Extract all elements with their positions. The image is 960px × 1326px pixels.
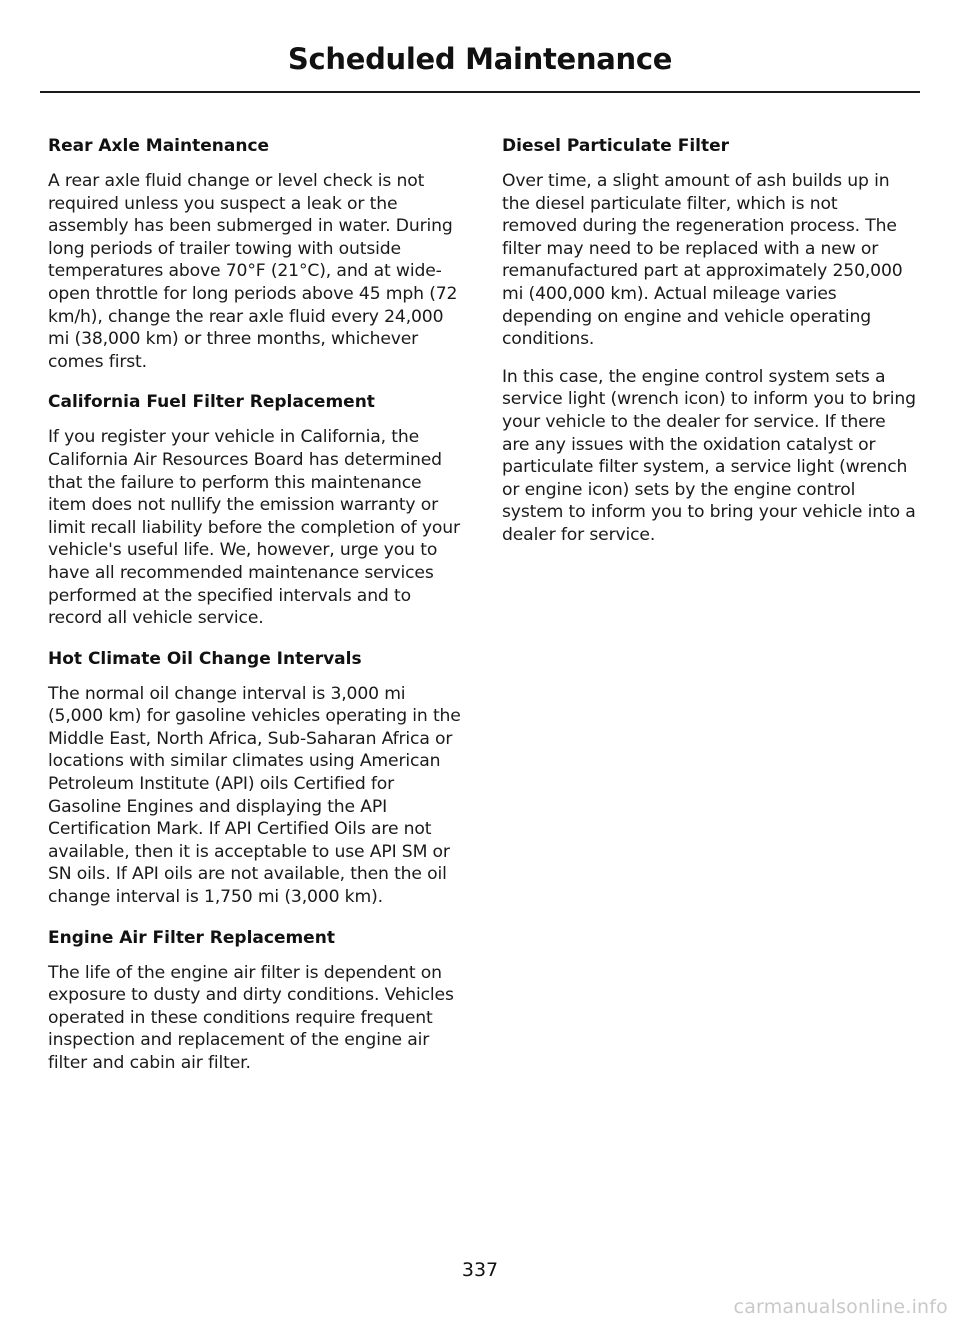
- section-heading-california-fuel-filter: California Fuel Filter Replacement: [48, 392, 375, 413]
- page-number: 337: [461, 1259, 499, 1281]
- right-column: [502, 132, 916, 562]
- page-title: Scheduled Maintenance: [287, 42, 673, 76]
- section-paragraph: A rear axle fluid change or level check is not required unless you suspect a leak or the assembly has been submerged in water. During long periods of trailer towing with outside temperatures above 70°F (21°C), and at wide-open throttle for long periods above 45 mph (72 km/h), change the rear axle fluid every 24,000 mi (38,000 km) or three months, whichever comes first.: [48, 171, 458, 372]
- section-paragraph: In this case, the engine control system sets a service light (wrench icon) to inform you to bring your vehicle to the dealer for service. If there are any issues with the oxidation catalyst or particulate filter system, a service light (wrench or engine icon) sets by the engine control system to inform you to bring your vehicle into a dealer for service.: [502, 366, 916, 545]
- section-paragraph: If you register your vehicle in California, the California Air Resources Board has determined that the failure to perform this maintenance item does not nullify the emission warranty or limit recall liability before the completion of your vehicle's useful life. We, however, urge you to have all recommended maintenance services performed at the specified intervals and to record all vehicle service.: [48, 427, 460, 629]
- header-divider: [40, 91, 920, 93]
- section-heading-diesel-particulate-filter: Diesel Particulate Filter: [502, 136, 730, 156]
- left-column: [48, 132, 462, 1090]
- section-heading-rear-axle: Rear Axle Maintenance: [48, 136, 270, 156]
- section-paragraph: The normal oil change interval is 3,000 mi (5,000 km) for gasoline vehicles operating in the Middle East, North Africa, Sub-Saharan Africa or locations with similar climates using American Petroleum Institute (API) oils Certified for Gasoline Engines and displaying the API Certification Mark. If API Certified Oils are not available, then it is acceptable to use API SM or SN oils. If API oils are not available, then the oil change interval is 1,750 mi (3,000 km).: [48, 683, 461, 908]
- section-paragraph: Over time, a slight amount of ash builds up in the diesel particulate filter, which is not removed during the regeneration process. The filter may need to be replaced with a new or remanufactured part at approximately 250,000 mi (400,000 km). Actual mileage varies depending on engine and vehicle operating conditions.: [502, 171, 903, 350]
- section-paragraph: The life of the engine air filter is dependent on exposure to dusty and dirty conditions. Vehicles operated in these conditions require frequent inspection and replacement of the engine air filter and cabin air filter.: [48, 962, 454, 1073]
- watermark: carmanualsonline.info: [733, 1296, 948, 1318]
- section-heading-engine-air-filter: Engine Air Filter Replacement: [48, 927, 335, 948]
- section-heading-hot-climate-oil: Hot Climate Oil Change Intervals: [48, 648, 362, 669]
